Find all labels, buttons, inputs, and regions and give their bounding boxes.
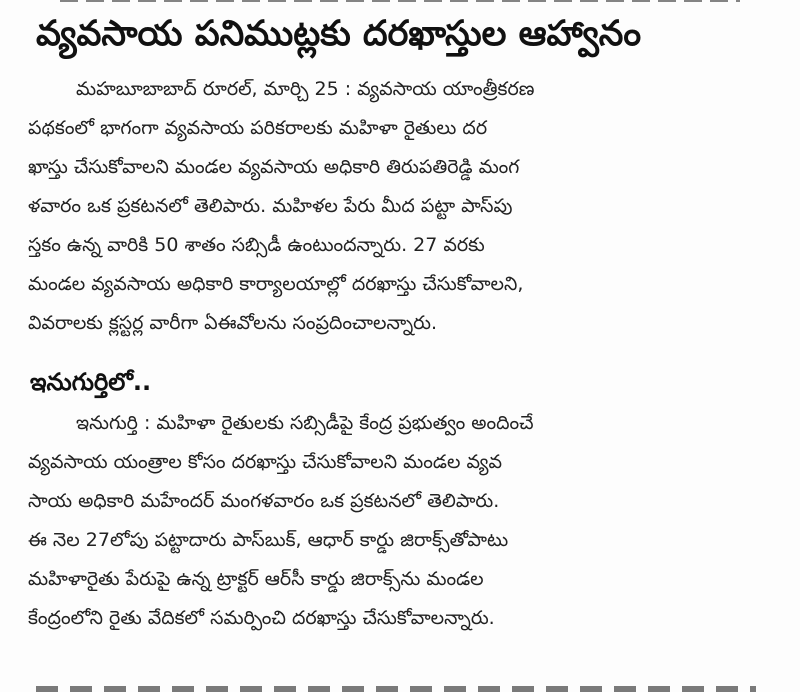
cut-off-text-top bbox=[60, 0, 740, 2]
paragraph-line: మహబూబాబాద్ రూరల్, మార్చి 25 : వ్యవసాయ యాంత్రీకరణ bbox=[76, 78, 535, 100]
paragraph-line: స్తకం ఉన్న వారికి 50 శాతం సబ్సిడీ ఉంటుందన్నారు. 27 వరకు bbox=[28, 234, 485, 256]
cut-off-text-bottom bbox=[36, 686, 756, 692]
paragraph-line: మహిళారైతు పేరుపై ఉన్న ట్రాక్టర్ ఆర్‌సీ కార్డు జిరాక్స్‌ను మండల bbox=[28, 568, 484, 590]
paragraph-line: పథకంలో భాగంగా వ్యవసాయ పరికరాలకు మహిళా రైతులు దర bbox=[28, 117, 488, 139]
paragraph-line: సాయ అధికారి మహేందర్ మంగళవారం ఒక ప్రకటనలో తెలిపారు. bbox=[28, 490, 500, 512]
paragraph-line: వివరాలకు క్లస్టర్ల వారీగా ఏఈవోలను సంప్రదించాలన్నారు. bbox=[28, 312, 438, 334]
article-subheading: ఇనుగుర్తిలో.. bbox=[30, 368, 152, 396]
paragraph-line: వ్యవసాయ యంత్రాల కోసం దరఖాస్తు చేసుకోవాలని మండల వ్యవ bbox=[28, 451, 502, 473]
paragraph-line: కేంద్రంలోని రైతు వేదికలో సమర్పించి దరఖాస్తు చేసుకోవాలన్నారు. bbox=[28, 607, 495, 629]
article-headline: వ్యవసాయ పనిముట్లకు దరఖాస్తుల ఆహ్వానం bbox=[36, 14, 642, 54]
paragraph-line: ఖాస్తు చేసుకోవాలని మండల వ్యవసాయ అధికారి తిరుపతిరెడ్డి మంగ bbox=[28, 156, 520, 178]
article-paragraph-1 bbox=[28, 70, 776, 343]
paragraph-line: మండల వ్యవసాయ అధికారి కార్యాలయాల్లో దరఖాస్తు చేసుకోవాలని, bbox=[28, 273, 524, 295]
paragraph-line: ళవారం ఒక ప్రకటనలో తెలిపారు. మహిళల పేరు మీద పట్టా పాస్‌పు bbox=[28, 195, 513, 217]
article-paragraph-2 bbox=[28, 404, 776, 638]
paragraph-line: ఈ నెల 27లోపు పట్టాదారు పాస్‌బుక్, ఆధార్ కార్డు జిరాక్స్‌తోపాటు bbox=[28, 529, 509, 551]
paragraph-line: ఇనుగుర్తి : మహిళా రైతులకు సబ్సిడీపై కేంద్ర ప్రభుత్వం అందించే bbox=[76, 412, 534, 434]
